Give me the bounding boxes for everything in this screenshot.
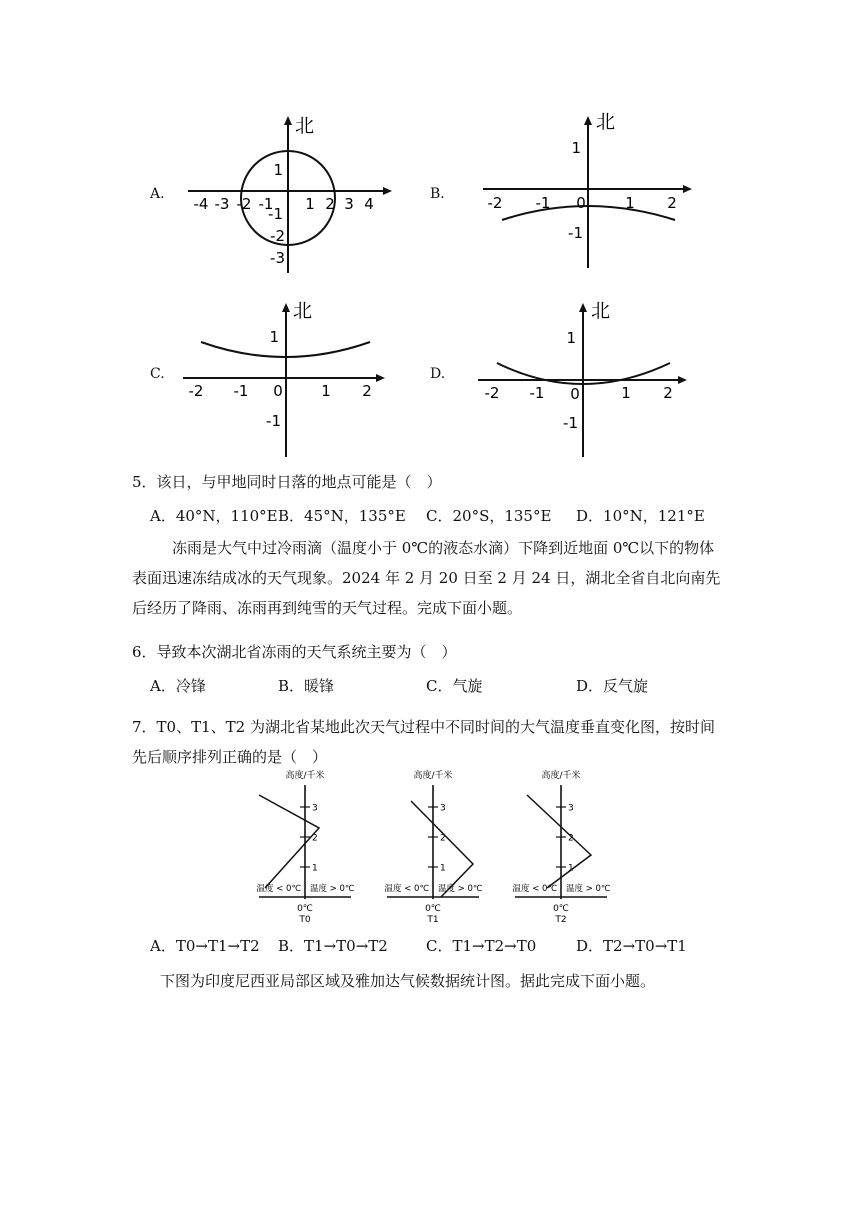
x-tick: 0 xyxy=(576,194,586,212)
option-b[interactable]: B．T1→T0→T2 xyxy=(278,937,388,955)
left-region-label: 温度 < 0℃ xyxy=(512,884,557,894)
question-6-options xyxy=(150,675,648,696)
option-d-figure xyxy=(470,295,700,460)
x-tick: 1 xyxy=(621,384,631,402)
x-axis-arrow xyxy=(376,374,385,382)
question-7-options xyxy=(150,935,687,956)
y-tick: -1 xyxy=(563,414,578,432)
option-b-figure xyxy=(475,108,705,273)
x-tick: 1 xyxy=(625,194,635,212)
option-a[interactable]: A．T0→T1→T2 xyxy=(150,937,260,955)
y-axis-arrow xyxy=(579,303,587,312)
x-tick-labels xyxy=(485,384,673,403)
question-6-stem: 6．导致本次湖北省冻雨的天气系统主要为（ ） xyxy=(132,643,457,661)
option-a[interactable]: A．冷锋 xyxy=(150,677,206,695)
x-axis-arrow xyxy=(678,376,687,384)
option-c[interactable]: C．20°S，135°E xyxy=(426,507,552,525)
north-label: 北 xyxy=(293,300,313,322)
y-axis-arrow xyxy=(584,116,592,125)
x-tick-labels xyxy=(488,194,677,212)
option-a[interactable]: A．40°N，110°E xyxy=(150,507,278,525)
x-tick: -2 xyxy=(487,194,503,212)
y-tick: -1 xyxy=(568,224,583,242)
right-region-label: 温度 > 0℃ xyxy=(566,884,611,894)
temperature-profile-line xyxy=(527,795,591,888)
y-tick: 1 xyxy=(269,328,279,346)
north-label: 北 xyxy=(295,115,315,137)
x-tick: -2 xyxy=(484,384,500,402)
y-tick: -1 xyxy=(266,412,281,430)
x-tick: -4 xyxy=(193,195,209,213)
question-5-stem: 5．该日，与甲地同时日落的地点可能是（ ） xyxy=(132,473,442,491)
x-tick: -1 xyxy=(535,194,551,212)
temperature-profile-line xyxy=(259,795,319,888)
x-tick: 2 xyxy=(325,195,335,213)
right-region-label: 温度 > 0℃ xyxy=(438,884,483,894)
north-label: 北 xyxy=(591,300,611,322)
y-tick-label: 3 xyxy=(440,803,446,814)
option-d[interactable]: D．10°N，121°E xyxy=(576,507,705,525)
zero-label: 0℃ xyxy=(553,904,569,914)
option-b[interactable]: B．45°N，135°E xyxy=(278,507,406,525)
x-axis-arrow xyxy=(683,185,692,193)
x-tick: -1 xyxy=(258,195,274,213)
y-tick-labels xyxy=(568,139,583,242)
right-region-label: 温度 > 0℃ xyxy=(310,884,355,894)
y-tick-label: 2 xyxy=(568,833,574,844)
left-region-label: 温度 < 0℃ xyxy=(256,884,301,894)
y-axis-title: 高度/千米 xyxy=(541,771,581,781)
option-d[interactable]: D．反气旋 xyxy=(576,677,649,695)
x-tick-labels xyxy=(194,195,374,213)
temperature-profile-line xyxy=(411,801,473,897)
panel-label: T1 xyxy=(427,915,439,925)
y-tick: 1 xyxy=(566,329,576,347)
x-tick: -1 xyxy=(529,384,545,402)
question-5-options xyxy=(150,505,705,526)
option-b-label: B. xyxy=(430,186,445,202)
x-tick: -2 xyxy=(236,195,252,213)
y-tick-label: 2 xyxy=(312,833,318,844)
x-tick-labels xyxy=(189,382,372,400)
temperature-profile-charts xyxy=(245,760,625,928)
y-tick: -2 xyxy=(270,227,285,245)
panel-label: T2 xyxy=(555,915,567,925)
y-tick-label: 3 xyxy=(568,803,574,814)
x-tick: 0 xyxy=(273,382,283,400)
option-b[interactable]: B．暖锋 xyxy=(278,677,335,695)
y-tick-label: 2 xyxy=(440,833,446,844)
y-tick-label: 1 xyxy=(312,863,318,874)
y-axis-arrow xyxy=(282,303,290,312)
x-tick: -2 xyxy=(188,382,204,400)
x-tick: 1 xyxy=(305,195,315,213)
y-axis-title: 高度/千米 xyxy=(413,771,453,781)
option-c[interactable]: C．T1→T2→T0 xyxy=(426,937,537,955)
x-tick: 3 xyxy=(344,195,354,213)
x-tick: 2 xyxy=(667,194,677,212)
option-a-figure xyxy=(180,108,400,278)
y-axis-title: 高度/千米 xyxy=(285,771,325,781)
y-tick: 1 xyxy=(273,161,283,179)
option-d-label: D. xyxy=(430,366,446,382)
y-tick-label: 3 xyxy=(312,803,318,814)
option-c-figure xyxy=(175,295,395,460)
y-tick-label: 1 xyxy=(440,863,446,874)
y-axis-arrow xyxy=(284,116,292,125)
north-label: 北 xyxy=(596,111,616,133)
option-c[interactable]: C．气旋 xyxy=(426,677,483,695)
y-tick: 1 xyxy=(571,139,581,157)
passage-indonesia-intro: 下图为印度尼西亚局部区域及雅加达气候数据统计图。据此完成下面小题。 xyxy=(160,972,656,990)
x-tick: 2 xyxy=(663,384,673,402)
left-region-label: 温度 < 0℃ xyxy=(384,884,429,894)
passage-freezing-rain: 冻雨是大气中过冷雨滴（温度小于 0℃的液态水滴）下降到近地面 0℃以下的物体表面迅速冻结成冰的天气现象。2024 年 2 月 20 日至 2 月 24 日，湖北全省自北向南先后经历了降雨、冻雨再到纯雪的天气过程。完成下面小题。 xyxy=(132,539,721,617)
zero-label: 0℃ xyxy=(297,904,313,914)
panel-label: T0 xyxy=(299,915,311,925)
x-tick: 1 xyxy=(321,382,331,400)
question-7-stem: 7．T0、T1、T2 为湖北省某地此次天气过程中不同时间的大气温度垂直变化图，按时间先后顺序排列正确的是（ ） xyxy=(132,718,715,766)
option-a-label: A. xyxy=(150,186,165,202)
x-tick: 0 xyxy=(570,385,580,403)
x-tick: 2 xyxy=(362,382,372,400)
y-tick-labels xyxy=(268,161,285,267)
x-tick: -3 xyxy=(214,195,230,213)
y-tick-label: 1 xyxy=(568,863,574,874)
option-d[interactable]: D．T2→T0→T1 xyxy=(576,937,687,955)
option-c-label: C. xyxy=(150,366,165,382)
y-tick: -3 xyxy=(270,249,285,267)
x-tick: -1 xyxy=(233,382,249,400)
x-tick: 4 xyxy=(364,195,374,213)
x-axis-arrow xyxy=(383,187,392,195)
y-tick: -1 xyxy=(268,205,283,223)
zero-label: 0℃ xyxy=(425,904,441,914)
